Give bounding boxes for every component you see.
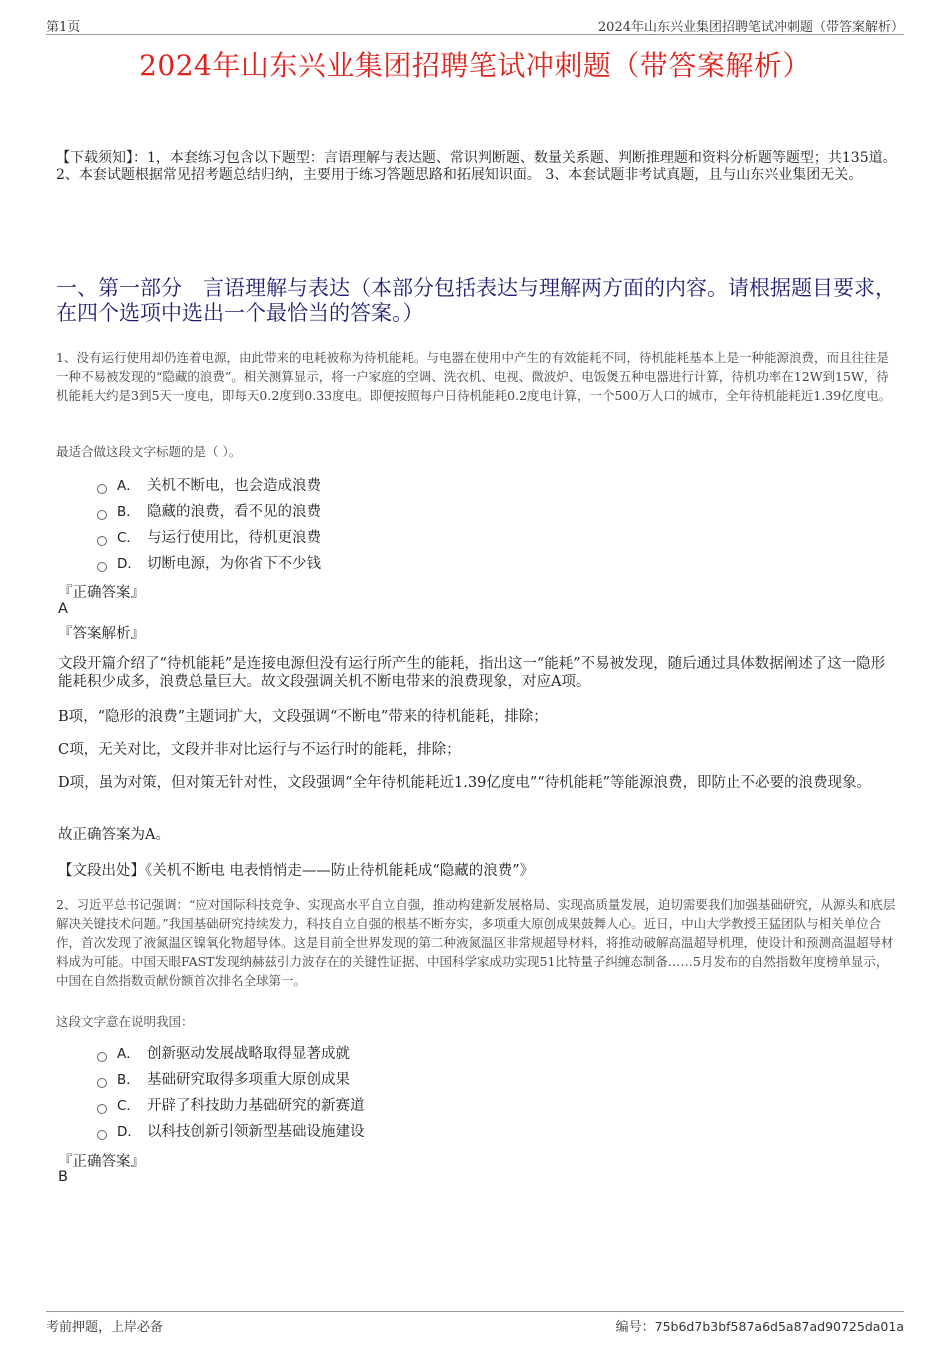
question-1-options bbox=[97, 473, 321, 577]
question-1-explanation-para: C项，无关对比，文段并非对比运行与不运行时的能耗，排除； bbox=[58, 742, 461, 758]
page-footer bbox=[46, 1311, 904, 1334]
question-2-option-b[interactable]: B． 基础研究取得多项重大原创成果 bbox=[97, 1067, 365, 1093]
footer-code: 编号：75b6d7b3bf587a6d5a87ad90725da01a bbox=[615, 1319, 904, 1335]
radio-icon[interactable] bbox=[97, 1078, 107, 1088]
question-1-explanation-label: 『答案解析』 bbox=[58, 626, 145, 642]
header-doc-name: 2024年山东兴业集团招聘笔试冲刺题（带答案解析） bbox=[597, 20, 904, 35]
question-1-explanation-para: B项，“隐形的浪费”主题词扩大，文段强调“不断电”带来的待机能耗，排除； bbox=[58, 709, 548, 725]
section-title: 一、第一部分 言语理解与表达（本部分包括表达与理解两方面的内容。请根据题目要求，在四个选项中选出一个最恰当的答案。） bbox=[56, 276, 896, 325]
footer-slogan: 考前押题，上岸必备 bbox=[46, 1320, 164, 1335]
question-2-stem: 2、习近平总书记强调：“应对国际科技竞争、实现高水平自立自强，推动构建新发展格局、实现高质量发展，迫切需要我们加强基础研究，从源头和底层解决关键技术问题。”我国基础研究持续发力，科技自立自强的根基不断夯实，多项重大原创成果鼓舞人心。近日，中山大学教授王猛团队与相关单位合作，首次发现了液氮温区镍氧化物超导体。这是目前全世界发现的第二种液氮温区非常规超导材料，将推动破解高温超导机理，使设计和预测高温超导材料成为可能。中国天眼FAST发现纳赫兹引力波存在的关键性证据、中国科学家成功实现51比特量子纠缠态制备……5月发布的自然指数年度榜单显示，中国在自然指数贡献份额首次排名全球第一。 bbox=[56, 897, 896, 988]
question-1-explanation-para: D项，虽为对策，但对策无针对性，文段强调“全年待机能耗近1.39亿度电”“待机能耗”等能源浪费，即防止不必要的浪费现象。 bbox=[58, 775, 872, 791]
question-1-option-b[interactable]: B． 隐藏的浪费，看不见的浪费 bbox=[97, 499, 321, 525]
radio-icon[interactable] bbox=[97, 484, 107, 494]
radio-icon[interactable] bbox=[97, 510, 107, 520]
question-1-option-d[interactable]: D． 切断电源，为你省下不少钱 bbox=[97, 551, 321, 577]
document-title: 2024年山东兴业集团招聘笔试冲刺题（带答案解析） bbox=[139, 49, 811, 82]
radio-icon[interactable] bbox=[97, 1130, 107, 1140]
radio-icon[interactable] bbox=[97, 1052, 107, 1062]
radio-icon[interactable] bbox=[97, 536, 107, 546]
question-1-stem: 1、没有运行使用却仍连着电源，由此带来的电耗被称为待机能耗。与电器在使用中产生的有效能耗不同，待机能耗基本上是一种能源浪费，而且往往是一种不易被发现的“隐藏的浪费”。相关测算显示，将一户家庭的空调、洗衣机、电视、微波炉、电饭煲五种电器进行计算，待机功率在12W到15W，待机能耗大约是3到5天一度电，即每天0.2度到0.33度电。即便按照每户日待机能耗0.2度电计算，一个500万人口的城市，全年待机能耗近1.39亿度电。 bbox=[56, 350, 892, 403]
radio-icon[interactable] bbox=[97, 1104, 107, 1114]
question-1-prompt: 最适合做这段文字标题的是（ ）。 bbox=[56, 444, 242, 459]
question-2-option-c[interactable]: C． 开辟了科技助力基础研究的新赛道 bbox=[97, 1093, 365, 1119]
question-2-answer-label: 『正确答案』 bbox=[58, 1154, 145, 1170]
question-2-answer: B bbox=[58, 1169, 68, 1185]
download-notice: 【下载须知】：1，本套练习包含以下题型：言语理解与表达题、常识判断题、数量关系题、判断推理题和资料分析题等题型；共135道。 2、本套试题根据常见招考题总结归纳，主要用于练习答题思路和拓展知识面。 3、本套试题非考试真题，且与山东兴业集团无关。 bbox=[56, 150, 897, 183]
page-header bbox=[46, 16, 904, 35]
question-2-options bbox=[97, 1041, 365, 1145]
question-1-explanation-para: 故正确答案为A。 bbox=[58, 827, 170, 843]
question-1-option-c[interactable]: C． 与运行使用比，待机更浪费 bbox=[97, 525, 321, 551]
radio-icon[interactable] bbox=[97, 562, 107, 572]
question-2-option-d[interactable]: D． 以科技创新引领新型基础设施建设 bbox=[97, 1119, 365, 1145]
page-number: 第1页 bbox=[46, 20, 81, 35]
question-1-answer: A bbox=[58, 601, 68, 617]
question-1-option-a[interactable]: A． 关机不断电，也会造成浪费 bbox=[97, 473, 321, 499]
question-1-source: 【文段出处】《关机不断电 电表悄悄走——防止待机能耗成“隐藏的浪费”》 bbox=[58, 863, 535, 879]
question-2-prompt: 这段文字意在说明我国： bbox=[56, 1014, 194, 1029]
question-1-answer-label: 『正确答案』 bbox=[58, 585, 145, 601]
question-1-explanation-para: 文段开篇介绍了“待机能耗”是连接电源但没有运行所产生的能耗，指出这一“能耗”不易被发现，随后通过具体数据阐述了这一隐形能耗积少成多，浪费总量巨大。故文段强调关机不断电带来的浪费现象，对应A项。 bbox=[58, 656, 886, 690]
question-2-option-a[interactable]: A． 创新驱动发展战略取得显著成就 bbox=[97, 1041, 365, 1067]
